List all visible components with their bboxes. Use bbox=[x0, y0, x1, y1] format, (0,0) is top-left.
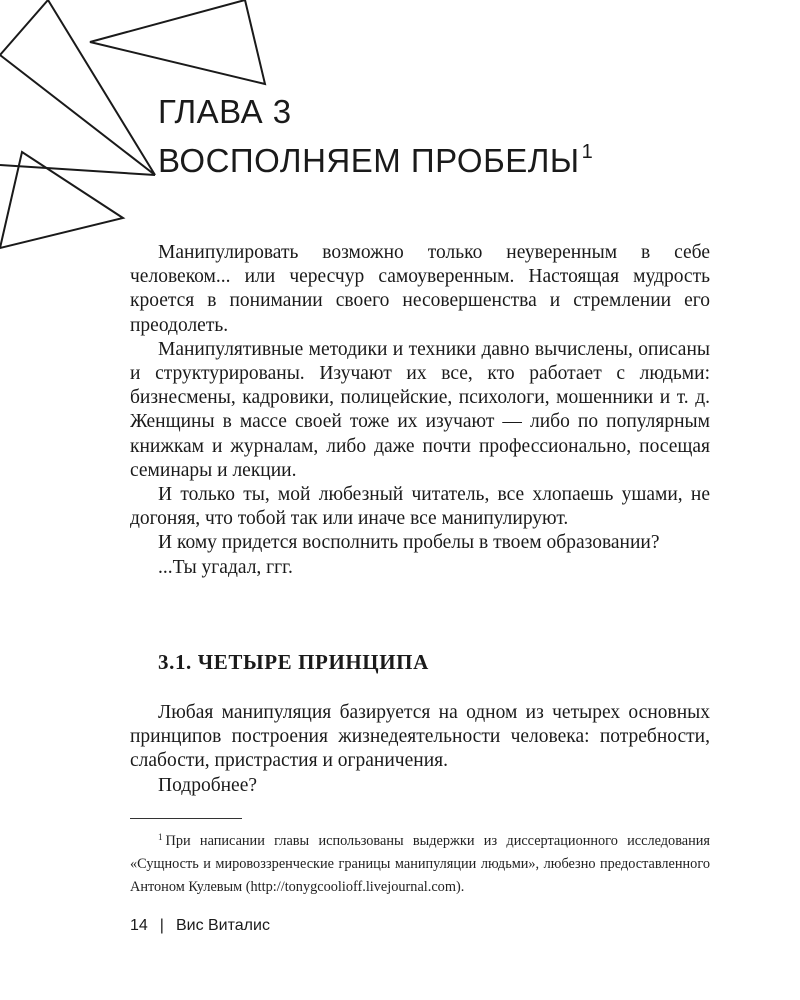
triangle-cross-line bbox=[0, 165, 155, 175]
running-footer bbox=[130, 917, 270, 935]
paragraph: ...Ты угадал, ггг. bbox=[158, 556, 293, 578]
footnote-mark: 1 bbox=[158, 832, 163, 842]
footer-separator: | bbox=[159, 917, 164, 934]
chapter-title: ВОСПОЛНЯЕМ ПРОБЕЛЫ bbox=[158, 142, 580, 179]
section-heading: 3.1. ЧЕТЫРЕ ПРИНЦИПА bbox=[158, 650, 429, 674]
chapter-footnote-mark[interactable]: 1 bbox=[581, 141, 594, 163]
paragraph: Подробнее? bbox=[158, 774, 258, 796]
paragraph: Любая манипуляция базируется на одном из четырех основных принципов построения жизнедеятельности человека: потребности, слабости, пристрастия и ограничения. bbox=[130, 702, 710, 772]
footnote-divider bbox=[130, 818, 242, 819]
section-text bbox=[130, 701, 710, 798]
chapter-label: ГЛАВА 3 bbox=[158, 93, 292, 130]
paragraph: Манипулировать возможно только неуверенным в себе человеком... или чересчур самоуверенным. Настоящая мудрость кроется в понимании своего несовершенства и стремлении его преодолеть. bbox=[130, 242, 710, 336]
page-number: 14 bbox=[130, 917, 148, 934]
chapter-heading bbox=[158, 92, 718, 181]
author-name: Вис Виталис bbox=[175, 917, 270, 934]
intro-text bbox=[130, 241, 710, 580]
footnote bbox=[130, 826, 710, 899]
paragraph: Манипулятивные методики и техники давно вычислены, описаны и структурированы. Изучают их все, кто работает с людьми: бизнесмены, кадровики, полицейские, психологи, мошенники и т. д. Женщины в массе своей тоже их изучают — либо по популярным книжкам и журналам, либо даже почти профессионально, посещая семинары и лекции. bbox=[130, 338, 710, 481]
paragraph: И кому придется восполнить пробелы в твоем образовании? bbox=[158, 532, 660, 554]
footnote-text: При написании главы использованы выдержки из диссертационного исследования «Сущность и мировоззренческие границы манипуляции людьми», любезно предоставленного Антоном Кулевым (http://tonygcoolioff.livejournal.com). bbox=[130, 833, 710, 895]
triangle-top-right bbox=[90, 0, 265, 84]
paragraph: И только ты, мой любезный читатель, все хлопаешь ушами, не догоняя, что тобой так или иначе все манипулируют. bbox=[130, 484, 710, 530]
chapter-title-line bbox=[158, 132, 718, 181]
triangle-top-left bbox=[0, 0, 155, 175]
